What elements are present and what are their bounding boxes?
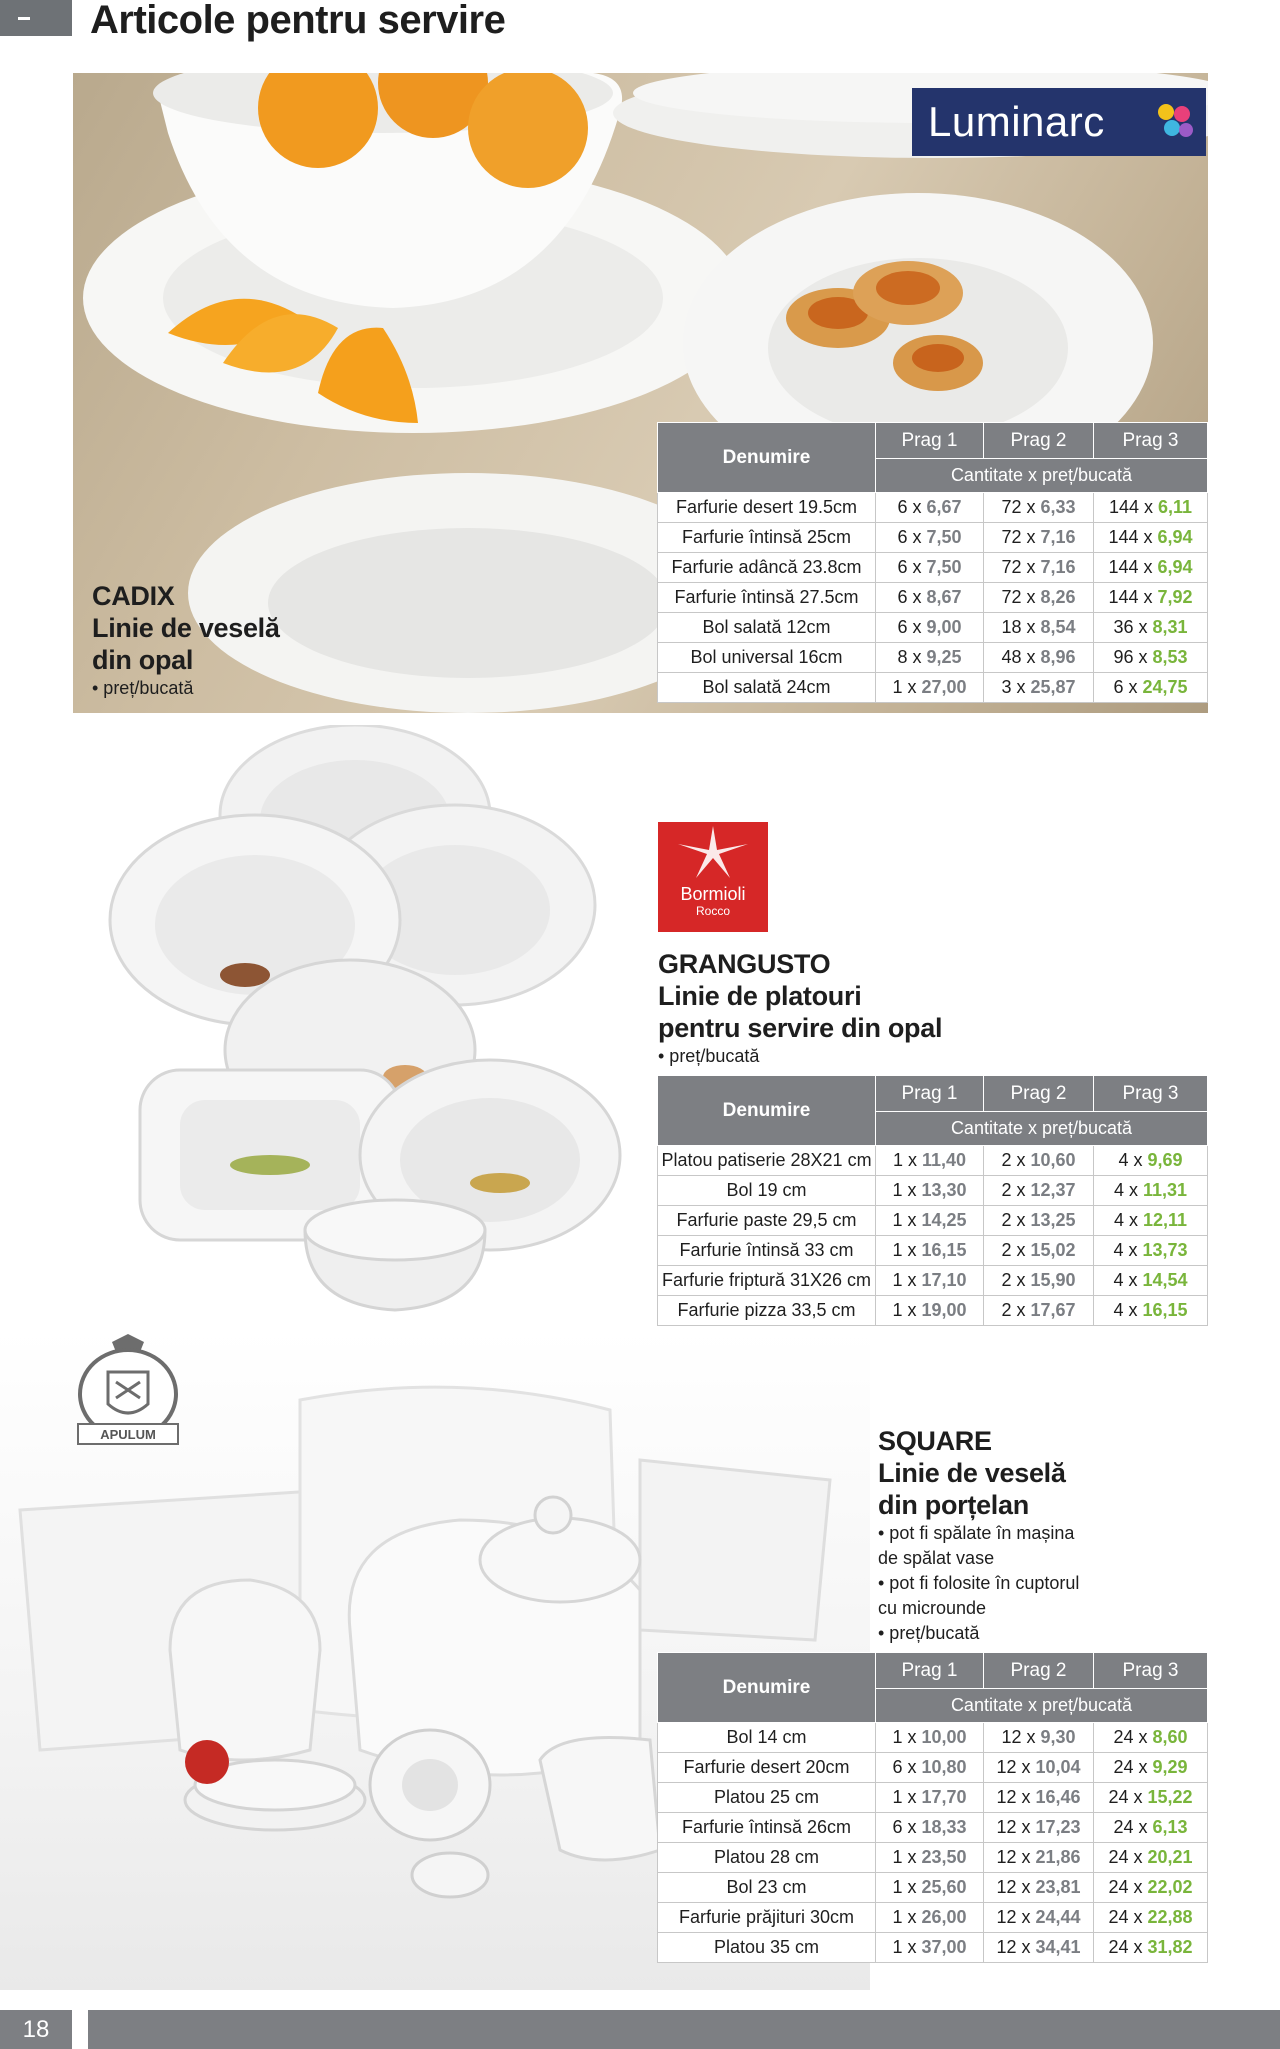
quantity: 12 x	[996, 1937, 1031, 1957]
column-header-prag-3: Prag 3	[1094, 1653, 1208, 1689]
quantity: 18 x	[1001, 617, 1036, 637]
table-row	[658, 1753, 1208, 1783]
quantity: 24 x	[1108, 1877, 1143, 1897]
unit-price: 8,96	[1040, 647, 1076, 667]
price-cell-prag-2	[984, 1176, 1094, 1206]
table-row	[658, 493, 1208, 523]
quantity: 12 x	[996, 1847, 1031, 1867]
price-cell-prag-3	[1094, 1266, 1208, 1296]
item-name: Platou 25 cm	[658, 1783, 876, 1813]
unit-price: 9,30	[1040, 1727, 1076, 1747]
unit-price: 6,11	[1158, 497, 1193, 517]
product-name: SQUARE	[878, 1426, 992, 1456]
price-cell-prag-2	[984, 1813, 1094, 1843]
price-cell-prag-1	[876, 523, 984, 553]
column-header-prag-3: Prag 3	[1094, 1076, 1208, 1112]
table-row	[658, 1903, 1208, 1933]
price-table-grangusto	[657, 1075, 1208, 1326]
price-cell-prag-3	[1094, 1873, 1208, 1903]
price-cell-prag-2	[984, 553, 1094, 583]
unit-price: 8,26	[1040, 587, 1076, 607]
column-header-name: Denumire	[658, 423, 876, 493]
quantity: 12 x	[996, 1787, 1031, 1807]
item-name: Bol salată 24cm	[658, 673, 876, 703]
unit-price: 9,00	[926, 617, 962, 637]
unit-price: 8,60	[1152, 1727, 1188, 1747]
unit-price: 24,44	[1035, 1907, 1081, 1927]
apulum-logo	[72, 1332, 184, 1450]
product-cadix	[92, 580, 280, 701]
table-row	[658, 1813, 1208, 1843]
price-cell-prag-3	[1094, 673, 1208, 703]
price-table-cadix	[657, 422, 1208, 703]
quantity: 4 x	[1113, 1240, 1138, 1260]
price-cell-prag-1	[876, 1933, 984, 1963]
unit-price: 9,25	[926, 647, 962, 667]
unit-price: 20,21	[1147, 1847, 1193, 1867]
product-note: • pot fi folosite în cuptorul	[878, 1573, 1080, 1593]
column-header-prag-2: Prag 2	[984, 423, 1094, 459]
price-cell-prag-2	[984, 1783, 1094, 1813]
table-row	[658, 1723, 1208, 1753]
price-cell-prag-1	[876, 673, 984, 703]
price-cell-prag-2	[984, 523, 1094, 553]
product-note: • pot fi spălate în mașina	[878, 1523, 1075, 1543]
quantity: 6 x	[897, 587, 922, 607]
table-row	[658, 553, 1208, 583]
unit-price: 10,04	[1035, 1757, 1081, 1777]
product-note: • preț/bucată	[878, 1623, 980, 1643]
unit-price: 34,41	[1035, 1937, 1081, 1957]
unit-price: 21,86	[1035, 1847, 1081, 1867]
product-desc-line: pentru servire din opal	[658, 1013, 943, 1043]
item-name: Platou patiserie 28X21 cm	[658, 1146, 876, 1176]
price-cell-prag-2	[984, 1296, 1094, 1326]
quantity: 12 x	[996, 1877, 1031, 1897]
quantity: 1 x	[892, 1240, 917, 1260]
section-tab	[0, 0, 72, 36]
price-cell-prag-3	[1094, 1176, 1208, 1206]
item-name: Bol 23 cm	[658, 1873, 876, 1903]
price-cell-prag-2	[984, 1236, 1094, 1266]
quantity: 2 x	[1001, 1300, 1026, 1320]
price-rows	[658, 493, 1208, 703]
item-name: Farfurie friptură 31X26 cm	[658, 1266, 876, 1296]
price-cell-prag-1	[876, 493, 984, 523]
quantity: 6 x	[897, 527, 922, 547]
price-cell-prag-2	[984, 1933, 1094, 1963]
price-cell-prag-2	[984, 1206, 1094, 1236]
unit-price: 6,94	[1157, 557, 1193, 577]
price-cell-prag-1	[876, 1843, 984, 1873]
quantity: 72 x	[1001, 557, 1036, 577]
table-row	[658, 1783, 1208, 1813]
unit-price: 16,15	[921, 1240, 967, 1260]
quantity: 24 x	[1113, 1757, 1148, 1777]
unit-price: 9,29	[1152, 1757, 1188, 1777]
page-number: 18	[0, 2010, 72, 2049]
item-name: Platou 28 cm	[658, 1843, 876, 1873]
price-cell-prag-3	[1094, 583, 1208, 613]
table-row	[658, 523, 1208, 553]
unit-price: 23,50	[921, 1847, 967, 1867]
price-cell-prag-3	[1094, 1296, 1208, 1326]
quantity: 72 x	[1001, 497, 1036, 517]
grangusto-platters-illustration	[100, 725, 630, 1315]
quantity: 144 x	[1108, 497, 1153, 517]
quantity: 6 x	[897, 557, 922, 577]
quantity: 6 x	[1113, 677, 1138, 697]
quantity: 6 x	[897, 617, 922, 637]
quantity: 2 x	[1001, 1150, 1026, 1170]
price-cell-prag-3	[1094, 523, 1208, 553]
price-cell-prag-3	[1094, 553, 1208, 583]
unit-price: 9,69	[1147, 1150, 1183, 1170]
quantity: 36 x	[1113, 617, 1148, 637]
quantity: 1 x	[892, 1270, 917, 1290]
quantity: 1 x	[892, 1180, 917, 1200]
table-row	[658, 1843, 1208, 1873]
table-row	[658, 1176, 1208, 1206]
unit-price: 13,73	[1142, 1240, 1188, 1260]
bormioli-logo-text: Bormioli	[680, 884, 746, 904]
unit-price: 11,40	[921, 1150, 967, 1170]
quantity: 2 x	[1001, 1180, 1026, 1200]
product-note: cu microunde	[878, 1598, 987, 1618]
unit-price: 7,92	[1157, 587, 1193, 607]
table-row	[658, 1206, 1208, 1236]
grangusto-product-photo	[100, 725, 630, 1315]
unit-price: 6,13	[1152, 1817, 1188, 1837]
quantity: 2 x	[1001, 1270, 1026, 1290]
item-name: Bol 19 cm	[658, 1176, 876, 1206]
unit-price: 31,82	[1147, 1937, 1193, 1957]
price-cell-prag-2	[984, 613, 1094, 643]
product-note: • preț/bucată	[92, 678, 194, 698]
quantity: 1 x	[892, 1877, 917, 1897]
quantity: 24 x	[1108, 1937, 1143, 1957]
unit-price: 16,15	[1142, 1300, 1188, 1320]
quantity: 144 x	[1108, 557, 1153, 577]
item-name: Farfurie întinsă 33 cm	[658, 1236, 876, 1266]
product-desc-line: din porțelan	[878, 1490, 1029, 1520]
unit-price: 19,00	[921, 1300, 967, 1320]
price-rows	[658, 1723, 1208, 1963]
luminarc-logo	[912, 88, 1206, 156]
price-cell-prag-3	[1094, 493, 1208, 523]
price-cell-prag-1	[876, 1873, 984, 1903]
unit-price: 17,23	[1035, 1817, 1081, 1837]
quantity: 4 x	[1113, 1270, 1138, 1290]
bormioli-rocco-logo	[658, 822, 768, 932]
unit-price: 14,54	[1142, 1270, 1188, 1290]
price-cell-prag-3	[1094, 1723, 1208, 1753]
price-cell-prag-2	[984, 1753, 1094, 1783]
quantity: 24 x	[1113, 1817, 1148, 1837]
item-name: Farfurie prăjituri 30cm	[658, 1903, 876, 1933]
item-name: Farfurie desert 20cm	[658, 1753, 876, 1783]
unit-price: 16,46	[1035, 1787, 1081, 1807]
quantity: 2 x	[1001, 1240, 1026, 1260]
unit-price: 24,75	[1142, 677, 1188, 697]
price-cell-prag-1	[876, 1236, 984, 1266]
quantity: 24 x	[1108, 1847, 1143, 1867]
product-note: • preț/bucată	[658, 1046, 760, 1066]
unit-price: 11,31	[1142, 1180, 1188, 1200]
quantity: 1 x	[892, 1727, 917, 1747]
quantity: 1 x	[892, 1937, 917, 1957]
product-grangusto	[658, 948, 942, 1069]
column-header-prag-1: Prag 1	[876, 1076, 984, 1112]
footer-bar	[88, 2010, 1280, 2049]
quantity: 1 x	[892, 1300, 917, 1320]
unit-price: 14,25	[921, 1210, 967, 1230]
quantity: 48 x	[1001, 647, 1036, 667]
table-row	[658, 613, 1208, 643]
column-header-prag-2: Prag 2	[984, 1076, 1094, 1112]
unit-price: 12,11	[1142, 1210, 1188, 1230]
unit-price: 27,00	[921, 677, 967, 697]
unit-price: 8,31	[1152, 617, 1188, 637]
price-cell-prag-2	[984, 1873, 1094, 1903]
unit-price: 22,88	[1147, 1907, 1193, 1927]
table-row	[658, 643, 1208, 673]
column-header-prag-3: Prag 3	[1094, 423, 1208, 459]
unit-price: 17,67	[1030, 1300, 1076, 1320]
price-cell-prag-2	[984, 1146, 1094, 1176]
table-row	[658, 583, 1208, 613]
unit-price: 17,10	[921, 1270, 967, 1290]
product-square	[878, 1425, 1079, 1646]
item-name: Farfurie întinsă 27.5cm	[658, 583, 876, 613]
price-cell-prag-3	[1094, 1753, 1208, 1783]
quantity: 12 x	[1001, 1727, 1036, 1747]
quantity: 1 x	[892, 1907, 917, 1927]
price-cell-prag-1	[876, 583, 984, 613]
unit-price: 8,53	[1152, 647, 1188, 667]
quantity: 24 x	[1108, 1907, 1143, 1927]
column-header-prag-2: Prag 2	[984, 1653, 1094, 1689]
quantity: 4 x	[1113, 1300, 1138, 1320]
item-name: Farfurie paste 29,5 cm	[658, 1206, 876, 1236]
product-note: de spălat vase	[878, 1548, 995, 1568]
unit-price: 7,50	[926, 557, 962, 577]
quantity: 1 x	[892, 1847, 917, 1867]
price-table-square	[657, 1652, 1208, 1963]
item-name: Farfurie adâncă 23.8cm	[658, 553, 876, 583]
table-row	[658, 1146, 1208, 1176]
unit-price: 8,67	[926, 587, 962, 607]
quantity: 4 x	[1118, 1150, 1143, 1170]
price-cell-prag-1	[876, 1296, 984, 1326]
quantity: 144 x	[1108, 587, 1153, 607]
quantity: 12 x	[996, 1817, 1031, 1837]
price-cell-prag-3	[1094, 1783, 1208, 1813]
price-cell-prag-3	[1094, 613, 1208, 643]
apulum-logo-text: APULUM	[100, 1427, 156, 1442]
unit-price: 10,60	[1030, 1150, 1076, 1170]
price-cell-prag-3	[1094, 1813, 1208, 1843]
unit-price: 13,30	[921, 1180, 967, 1200]
apulum-crest-icon	[72, 1332, 184, 1450]
price-cell-prag-2	[984, 493, 1094, 523]
table-row	[658, 1296, 1208, 1326]
quantity: 72 x	[1001, 527, 1036, 547]
column-header-name: Denumire	[658, 1653, 876, 1723]
column-subheader: Cantitate x preț/bucată	[876, 1689, 1208, 1723]
product-desc-line: Linie de veselă	[92, 613, 280, 643]
unit-price: 25,87	[1030, 677, 1076, 697]
unit-price: 10,80	[921, 1757, 967, 1777]
unit-price: 22,02	[1147, 1877, 1193, 1897]
price-cell-prag-1	[876, 1753, 984, 1783]
price-cell-prag-2	[984, 643, 1094, 673]
unit-price: 6,33	[1040, 497, 1076, 517]
table-row	[658, 1933, 1208, 1963]
price-cell-prag-1	[876, 1266, 984, 1296]
quantity: 1 x	[892, 1210, 917, 1230]
quantity: 24 x	[1113, 1727, 1148, 1747]
price-cell-prag-3	[1094, 643, 1208, 673]
quantity: 3 x	[1001, 677, 1026, 697]
unit-price: 25,60	[921, 1877, 967, 1897]
price-cell-prag-1	[876, 1206, 984, 1236]
table-row	[658, 1236, 1208, 1266]
item-name: Farfurie întinsă 26cm	[658, 1813, 876, 1843]
item-name: Bol 14 cm	[658, 1723, 876, 1753]
price-cell-prag-3	[1094, 1933, 1208, 1963]
quantity: 6 x	[892, 1817, 917, 1837]
unit-price: 10,00	[921, 1727, 967, 1747]
unit-price: 7,16	[1040, 527, 1076, 547]
star-icon	[658, 822, 768, 882]
price-cell-prag-2	[984, 583, 1094, 613]
product-desc-line: Linie de platouri	[658, 981, 862, 1011]
quantity: 144 x	[1108, 527, 1153, 547]
item-name: Bol universal 16cm	[658, 643, 876, 673]
column-header-prag-1: Prag 1	[876, 423, 984, 459]
column-header-prag-1: Prag 1	[876, 1653, 984, 1689]
price-cell-prag-3	[1094, 1146, 1208, 1176]
product-name: CADIX	[92, 581, 175, 611]
quantity: 12 x	[996, 1757, 1031, 1777]
unit-price: 15,22	[1147, 1787, 1193, 1807]
table-row	[658, 1873, 1208, 1903]
quantity: 2 x	[1001, 1210, 1026, 1230]
price-cell-prag-3	[1094, 1236, 1208, 1266]
price-cell-prag-1	[876, 1176, 984, 1206]
unit-price: 37,00	[921, 1937, 967, 1957]
item-name: Bol salată 12cm	[658, 613, 876, 643]
price-cell-prag-3	[1094, 1843, 1208, 1873]
price-cell-prag-3	[1094, 1903, 1208, 1933]
price-cell-prag-2	[984, 1903, 1094, 1933]
table-row	[658, 1266, 1208, 1296]
price-cell-prag-1	[876, 613, 984, 643]
price-cell-prag-2	[984, 1723, 1094, 1753]
quantity: 1 x	[892, 1150, 917, 1170]
quantity: 8 x	[897, 647, 922, 667]
quantity: 4 x	[1113, 1210, 1138, 1230]
luminarc-logo-text: Luminarc	[928, 98, 1105, 145]
price-rows	[658, 1146, 1208, 1326]
quantity: 1 x	[892, 1787, 917, 1807]
price-cell-prag-1	[876, 1903, 984, 1933]
item-name: Farfurie întinsă 25cm	[658, 523, 876, 553]
price-cell-prag-3	[1094, 1206, 1208, 1236]
price-cell-prag-2	[984, 1843, 1094, 1873]
unit-price: 15,90	[1030, 1270, 1076, 1290]
product-desc-line: Linie de veselă	[878, 1458, 1066, 1488]
unit-price: 18,33	[921, 1817, 967, 1837]
price-cell-prag-1	[876, 1813, 984, 1843]
unit-price: 6,67	[926, 497, 962, 517]
tab-mark	[18, 17, 30, 20]
price-cell-prag-2	[984, 1266, 1094, 1296]
column-subheader: Cantitate x preț/bucată	[876, 459, 1208, 493]
quantity: 72 x	[1001, 587, 1036, 607]
column-header-name: Denumire	[658, 1076, 876, 1146]
quantity: 6 x	[892, 1757, 917, 1777]
price-cell-prag-1	[876, 1783, 984, 1813]
unit-price: 17,70	[921, 1787, 967, 1807]
unit-price: 26,00	[921, 1907, 967, 1927]
unit-price: 12,37	[1030, 1180, 1076, 1200]
quantity: 4 x	[1113, 1180, 1138, 1200]
price-cell-prag-2	[984, 673, 1094, 703]
quantity: 24 x	[1108, 1787, 1143, 1807]
item-name: Farfurie pizza 33,5 cm	[658, 1296, 876, 1326]
quantity: 1 x	[892, 677, 917, 697]
quantity: 96 x	[1113, 647, 1148, 667]
unit-price: 23,81	[1035, 1877, 1081, 1897]
luminarc-dots-icon	[1152, 100, 1196, 144]
bormioli-logo-subtext: Rocco	[695, 904, 730, 918]
unit-price: 6,94	[1157, 527, 1193, 547]
price-cell-prag-1	[876, 1723, 984, 1753]
price-cell-prag-1	[876, 553, 984, 583]
product-desc-line: din opal	[92, 645, 194, 675]
column-subheader: Cantitate x preț/bucată	[876, 1112, 1208, 1146]
quantity: 6 x	[897, 497, 922, 517]
item-name: Platou 35 cm	[658, 1933, 876, 1963]
table-row	[658, 673, 1208, 703]
item-name: Farfurie desert 19.5cm	[658, 493, 876, 523]
unit-price: 8,54	[1040, 617, 1076, 637]
unit-price: 13,25	[1030, 1210, 1076, 1230]
product-name: GRANGUSTO	[658, 949, 831, 979]
unit-price: 15,02	[1030, 1240, 1076, 1260]
price-cell-prag-1	[876, 1146, 984, 1176]
unit-price: 7,50	[926, 527, 962, 547]
unit-price: 7,16	[1040, 557, 1076, 577]
page-title: Articole pentru servire	[90, 0, 506, 42]
price-cell-prag-1	[876, 643, 984, 673]
quantity: 12 x	[996, 1907, 1031, 1927]
